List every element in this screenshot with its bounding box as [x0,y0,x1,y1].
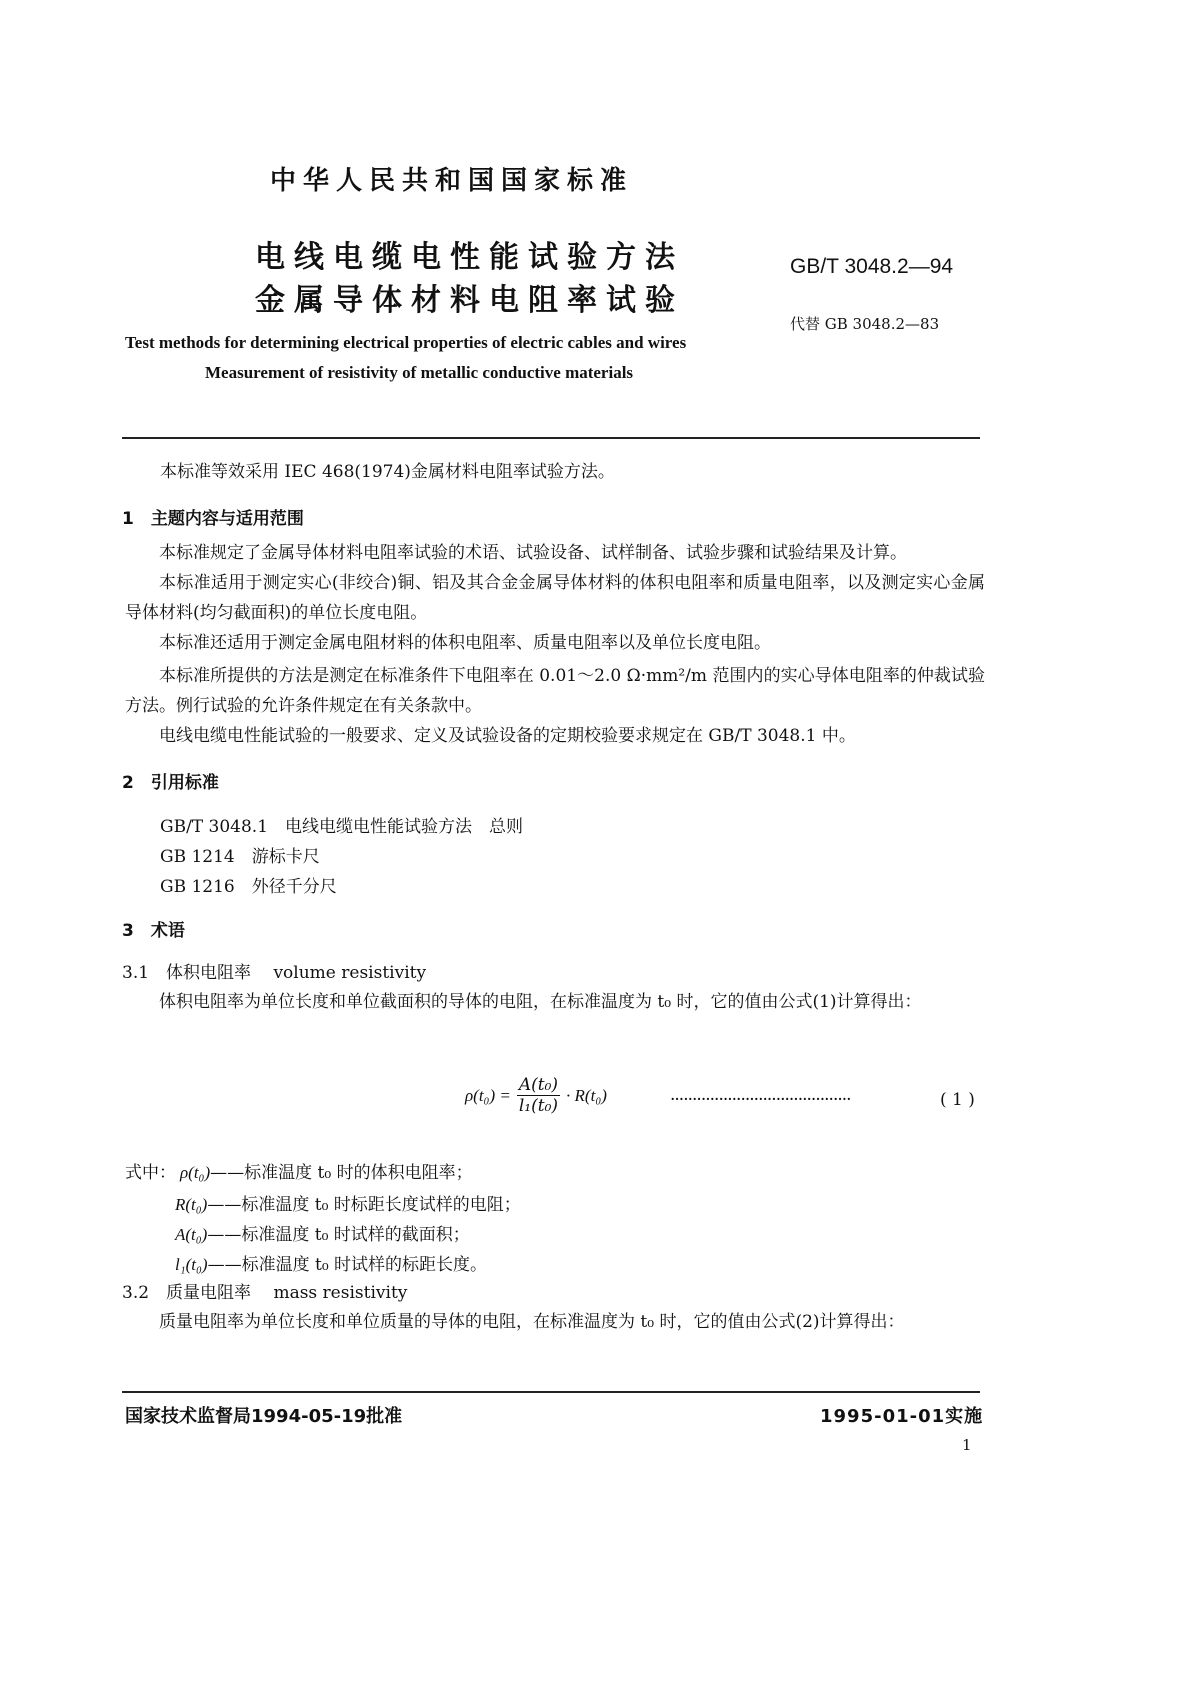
where-item [175,1250,487,1275]
title-line1: 电线电缆电性能试验方法 [255,240,684,275]
denominator: l₁(t₀) [518,1096,559,1116]
section-number: 2 [122,773,134,793]
title-line2: 金属导体材料电阻率试验 [255,283,684,318]
english-title-line1: Test methods for determining electrical properties of electric cables and wires [125,333,687,352]
where-item [175,1220,470,1245]
paragraph: 质量电阻率为单位长度和单位质量的导体的电阻，在标准温度为 t₀ 时，它的值由公式(2)计算得出： [159,1312,905,1332]
page-number: 1 [962,1436,972,1454]
paragraph: 体积电阻率为单位长度和单位截面积的导体的电阻，在标准温度为 t₀ 时，它的值由公式(1)计算得出： [159,992,922,1012]
formula-leader-dots: ········································· [670,1090,851,1110]
section-1-heading [122,504,304,529]
ref-code: GB/T 3048.1 [160,817,269,837]
footer-rule [122,1391,980,1393]
formula-lhs: ρ(t₀) = [465,1085,511,1105]
subsection-title: 体积电阻率 [166,963,252,983]
replaces-code: 代替 GB 3048.2—83 [790,315,940,333]
subsection-3-1-heading [122,958,426,983]
paragraph: 本标准适用于测定实心(非绞合)铜、铝及其合金金属导体材料的体积电阻率和质量电阻率，以及测定实心金属导体材料(均匀截面积)的单位长度电阻。 [125,573,985,623]
ref-code: GB 1214 [160,847,235,867]
section-number: 3 [122,921,134,941]
section-title: 引用标准 [150,773,219,793]
header-rule [122,437,980,439]
subsection-english: volume resistivity [273,963,427,983]
ref-code: GB 1216 [160,877,235,897]
numerator: A(t₀) [518,1075,559,1095]
ref-title: 外径千分尺 [251,877,337,897]
standard-code: GB/T 3048.2—94 [790,255,954,278]
paragraph: 本标准规定了金属导体材料电阻率试验的术语、试验设备、试样制备、试验步骤和试验结果及计算。 [159,543,907,563]
subsection-number: 3.2 [122,1283,150,1303]
subsection-english: mass resistivity [273,1283,408,1303]
section-number: 1 [122,509,134,529]
paragraph: 本标准还适用于测定金属电阻材料的体积电阻率、质量电阻率以及单位长度电阻。 [159,633,771,653]
ref-title: 游标卡尺 [251,847,320,867]
symbol: l₁(t₀) [175,1255,208,1274]
reference-item [160,812,523,837]
symbol: R(t₀) [175,1195,208,1214]
section-title: 术语 [150,921,185,941]
country-standard: 中华人民共和国国家标准 [270,166,634,196]
symbol: A(t₀) [175,1225,208,1244]
section-title: 主题内容与适用范围 [150,509,304,529]
where-label: 式中： [125,1163,176,1183]
reference-item [160,872,337,897]
where-item [180,1158,473,1183]
english-title-line2: Measurement of resistivity of metallic conductive materials [205,363,634,382]
section-3-heading [122,916,185,941]
approval-date: 国家技术监督局1994-05-19批准 [125,1406,403,1427]
description: ——标准温度 t₀ 时标距长度试样的电阻； [207,1195,521,1215]
subsection-title: 质量电阻率 [166,1283,252,1303]
formula-1 [465,1075,607,1116]
section-2-heading [122,768,219,793]
symbol: ρ(t₀) [180,1163,211,1182]
paragraph: 本标准所提供的方法是测定在标准条件下电阻率在 0.01～2.0 Ω·mm²/m 范围内的实心导体电阻率的仲裁试验方法。例行试验的允许条件规定在有关条款中。 [125,666,985,716]
formula-number: ( 1 ) [940,1090,975,1110]
paragraph: 电线电缆电性能试验的一般要求、定义及试验设备的定期校验要求规定在 GB/T 3048.1 中。 [159,726,856,746]
formula-rhs: · R(t₀) [566,1085,607,1105]
formula-fraction [517,1075,560,1116]
ref-title: 电线电缆电性能试验方法 总则 [285,817,524,837]
reference-item [160,842,320,867]
description: ——标准温度 t₀ 时的体积电阻率； [210,1163,473,1183]
description: ——标准温度 t₀ 时试样的截面积； [207,1225,470,1245]
subsection-number: 3.1 [122,963,150,983]
where-item [175,1190,521,1215]
intro-text: 本标准等效采用 IEC 468(1974)金属材料电阻率试验方法。 [160,462,615,482]
effective-date: 1995-01-01实施 [820,1406,984,1427]
description: ——标准温度 t₀ 时试样的标距长度。 [207,1255,488,1275]
subsection-3-2-heading [122,1278,407,1303]
